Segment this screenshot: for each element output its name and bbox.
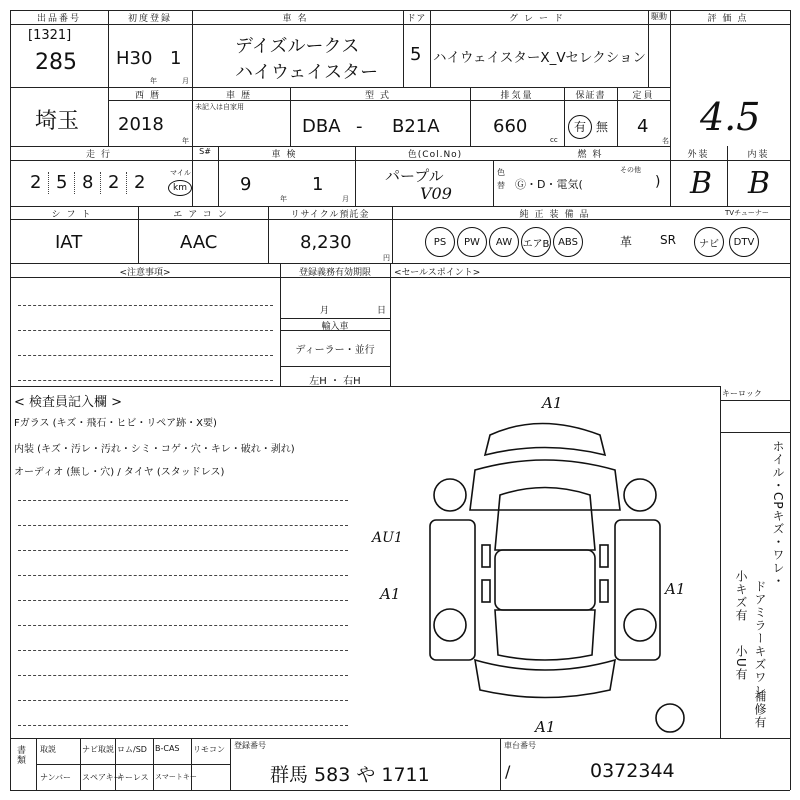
mark-front: A1 xyxy=(542,394,563,412)
yen: 円 xyxy=(383,254,390,262)
mark-right: A1 xyxy=(665,580,686,598)
fuel-options: Ⓖ・D・電気( xyxy=(515,178,583,191)
equipment-badge: エアB xyxy=(521,227,551,257)
import-label: 輸入車 xyxy=(321,322,349,332)
left-side xyxy=(430,520,475,660)
caution-line xyxy=(18,380,273,381)
inspector-line xyxy=(18,525,348,526)
div xyxy=(108,10,109,146)
footer-c2: ナビ取説 xyxy=(82,745,114,754)
shaken-month: 1 xyxy=(312,174,324,195)
warranty-label: 保証書 xyxy=(575,91,606,101)
shift: IAT xyxy=(55,232,83,253)
scratch-u: 小U有 xyxy=(734,645,748,681)
inspector-line xyxy=(18,650,348,651)
month-unit: 月 xyxy=(182,77,189,85)
history-label: 車歴 xyxy=(225,91,256,101)
inspector-line xyxy=(18,675,348,676)
wheel-fl xyxy=(434,479,466,511)
lot-number: 285 xyxy=(35,50,77,75)
inspector-title: < 検査員記入欄 > xyxy=(14,395,123,410)
shift-label: シフト xyxy=(51,210,97,220)
inspection-label: 車検 xyxy=(271,150,302,160)
mileage-digit: 2 xyxy=(30,172,42,193)
hood xyxy=(470,460,620,510)
first-reg-label: 初度登録 xyxy=(127,14,172,24)
repair: 補修有 xyxy=(753,690,767,729)
cc-unit: cc xyxy=(550,136,558,144)
grade-label: グレード xyxy=(508,14,569,24)
handle-side: 左H ・ 右H xyxy=(309,376,361,387)
shaken-month-unit: 月 xyxy=(342,195,349,203)
cc-label: 排気量 xyxy=(500,91,534,101)
mirror-text: ドアミラーキズワレ xyxy=(753,580,767,697)
digit-separator xyxy=(126,172,127,194)
doors-label: ドア xyxy=(406,14,427,24)
inspector-line xyxy=(18,550,348,551)
history-note: 未記入は自家用 xyxy=(195,103,244,111)
footer-c4: B-CAS xyxy=(155,744,180,753)
model-label: 型式 xyxy=(364,91,395,101)
car-name-label: 車名 xyxy=(282,14,313,24)
color: パープル xyxy=(385,167,444,185)
inspector-line xyxy=(18,700,348,701)
interior-label: 内装 xyxy=(747,150,770,160)
grade: ハイウェイスターX_Vセレクション xyxy=(433,50,647,66)
wheel-rl xyxy=(434,609,466,641)
shaken-year-unit: 年 xyxy=(280,195,287,203)
ac-label: エアコン xyxy=(173,210,233,220)
footer-c8: キーレス xyxy=(117,773,149,782)
wheel-text: ホイル・CPキズ・ワレ・ xyxy=(771,440,785,588)
hdr-line xyxy=(10,24,790,25)
color-code: V09 xyxy=(420,184,452,203)
front-bumper xyxy=(485,424,605,456)
border-left xyxy=(10,10,11,790)
door-handle xyxy=(482,545,490,567)
inspector-line xyxy=(18,600,348,601)
hdr-line xyxy=(10,160,790,161)
audio-tire-line: オーディオ (無し・穴) / タイヤ (スタッドレス) xyxy=(14,467,225,478)
div xyxy=(191,738,192,790)
mileage-digit: 8 xyxy=(82,172,94,193)
roof xyxy=(495,550,595,610)
inspector-line xyxy=(18,575,348,576)
equipment-badge: ABS xyxy=(553,227,583,257)
div xyxy=(720,400,790,401)
caution-label: <注意事項> xyxy=(119,268,171,278)
doc-label: 書類 xyxy=(15,745,25,765)
footer-c9: スマートキー xyxy=(155,773,197,781)
reg-month: 1 xyxy=(170,48,182,69)
year-label: 西暦 xyxy=(134,91,165,101)
rear-window xyxy=(495,610,595,660)
div xyxy=(153,738,154,790)
km-unit: km xyxy=(168,180,192,196)
border-right xyxy=(790,10,791,790)
registration-label: 登録義務有効期限 xyxy=(298,268,371,278)
inspector-line xyxy=(18,500,348,501)
lot-label: 出品番号 xyxy=(36,14,81,24)
fuel-label: 燃料 xyxy=(577,150,608,160)
footer-c3: ロム/SD xyxy=(117,745,147,754)
fglass-line: Fガラス (キズ・飛石・ヒビ・リペア跡・X要) xyxy=(14,418,217,429)
dtv-badge: DTV xyxy=(729,227,759,257)
caution-line xyxy=(18,305,273,306)
div xyxy=(230,738,231,790)
caution-line xyxy=(18,330,273,331)
plate: 群馬 583 や 1711 xyxy=(270,764,430,786)
color-label: 色(Col.No) xyxy=(407,150,463,160)
equipment-badge: PS xyxy=(425,227,455,257)
rear-bumper xyxy=(475,660,615,698)
capacity-unit: 名 xyxy=(662,137,669,145)
windshield xyxy=(495,488,595,551)
scratch-small: 小キズ有 xyxy=(734,570,748,622)
model-prefix: DBA xyxy=(302,116,341,137)
model-code: B21A xyxy=(392,116,440,137)
reg-month-unit: 月 xyxy=(320,306,330,316)
inspector-line xyxy=(18,625,348,626)
footer-c6: ナンバー xyxy=(40,773,72,782)
ac: AAC xyxy=(180,232,218,253)
mark-left-rear: A1 xyxy=(380,585,401,603)
equipment-badge: AW xyxy=(489,227,519,257)
footer-top xyxy=(10,738,790,739)
div xyxy=(80,738,81,790)
door-handle xyxy=(600,580,608,602)
lot-bracket: [1321] xyxy=(28,28,72,43)
div xyxy=(670,10,671,206)
equipment-badge: PW xyxy=(457,227,487,257)
score-label: 評価点 xyxy=(707,14,753,24)
car-name-2: ハイウェイスター xyxy=(235,62,379,83)
door-handle xyxy=(482,580,490,602)
model-dash: - xyxy=(356,116,363,137)
doors: 5 xyxy=(410,44,422,65)
exterior-grade: B xyxy=(690,166,713,201)
mileage-digit: 2 xyxy=(108,172,120,193)
plate-label: 登録番号 xyxy=(234,741,266,750)
mileage-digit: 5 xyxy=(56,172,68,193)
car-name-1: デイズルークス xyxy=(235,36,360,57)
capacity: 4 xyxy=(637,116,649,137)
row4-bottom xyxy=(10,263,790,264)
prefecture: 埼玉 xyxy=(35,109,80,134)
div xyxy=(720,432,790,433)
wheel-rr xyxy=(624,609,656,641)
year-suffix: 年 xyxy=(182,137,189,145)
score: 4.5 xyxy=(700,95,761,139)
recycle: 8,230 xyxy=(300,232,352,253)
sales-label: <セールスポイント> xyxy=(394,268,481,278)
footer-c7: スペアキー xyxy=(82,773,122,782)
era: H30 xyxy=(116,48,153,69)
footer-c5: リモコン xyxy=(193,745,225,754)
car-diagram xyxy=(420,400,720,735)
year: 2018 xyxy=(118,114,164,135)
mileage-digit: 2 xyxy=(134,172,146,193)
fuel-close: ) xyxy=(655,174,661,190)
import-value: ディーラー・並行 xyxy=(295,345,375,356)
fuel-other: その他 xyxy=(620,166,641,174)
warranty-yes: 有 xyxy=(568,115,592,139)
exterior-label: 外装 xyxy=(687,150,710,160)
digit-separator xyxy=(74,172,75,194)
div xyxy=(390,263,391,386)
capacity-label: 定員 xyxy=(632,91,655,101)
tuner-label: TVチューナー xyxy=(725,209,769,217)
cc: 660 xyxy=(493,116,528,137)
keylock-label: キーロック xyxy=(722,389,762,398)
div xyxy=(280,366,390,367)
chassis-label: 車台番号 xyxy=(504,741,536,750)
wheel-fr xyxy=(624,479,656,511)
digit-separator xyxy=(100,172,101,194)
chassis-number: 0372344 xyxy=(590,760,675,782)
reg-day-unit: 日 xyxy=(377,306,387,316)
border-bottom xyxy=(10,790,790,791)
div xyxy=(493,160,494,206)
leather: 革 xyxy=(620,235,633,249)
sunroof: SR xyxy=(660,233,676,247)
inspector-line xyxy=(18,725,348,726)
right-side xyxy=(615,520,660,660)
footer-c1: 取説 xyxy=(40,745,56,754)
shaken-label: S# xyxy=(199,147,211,156)
chassis-slash: / xyxy=(505,762,511,781)
door-handle xyxy=(600,545,608,567)
div xyxy=(500,738,501,790)
spare-wheel xyxy=(656,704,684,732)
color-change-label: 色替 xyxy=(497,168,505,190)
div xyxy=(720,386,721,738)
div xyxy=(36,764,230,765)
caution-line xyxy=(18,355,273,356)
mile-unit: マイル xyxy=(170,169,191,177)
shaken-year: 9 xyxy=(240,174,252,195)
interior-line: 内装 (キズ・汚レ・汚れ・シミ・コゲ・穴・キレ・破れ・剥れ) xyxy=(14,444,295,455)
mark-left-front: AU1 xyxy=(372,530,403,546)
equipment-label: 純正装備品 xyxy=(519,210,595,220)
drive-label: 駆動 xyxy=(651,12,667,21)
digit-separator xyxy=(48,172,49,194)
navi-badge: ナビ xyxy=(694,227,724,257)
mark-rear: A1 xyxy=(535,718,556,736)
mileage-label: 走行 xyxy=(85,150,116,160)
warranty-no: 無 xyxy=(596,120,609,134)
recycle-label: リサイクル預託金 xyxy=(290,210,370,220)
interior-grade: B xyxy=(748,166,771,201)
year-unit: 年 xyxy=(150,77,157,85)
